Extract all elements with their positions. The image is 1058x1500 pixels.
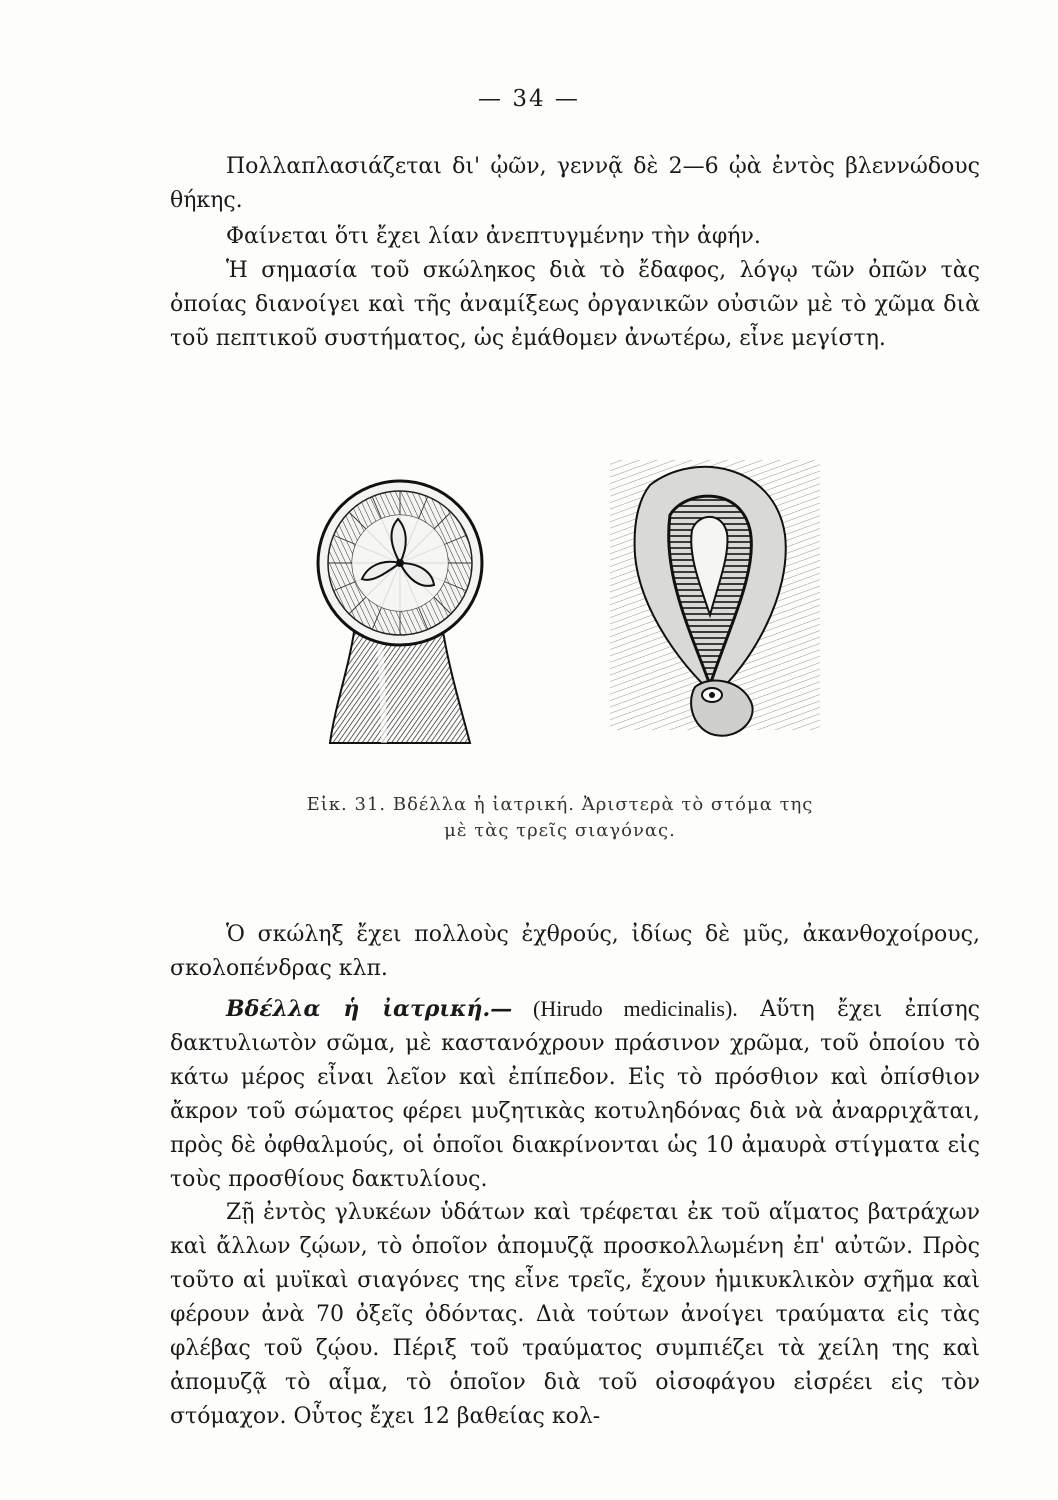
- leech-latin-name: (Hirudo medicinalis).: [512, 996, 738, 1021]
- leech-mouth-illustration: [310, 475, 490, 745]
- figure-caption-line-2: μὲ τὰς τρεῖς σιαγόνας.: [444, 820, 676, 841]
- figure-caption-line-1: Εἰκ. 31. Βδέλλα ἡ ἰατρική. Ἀριστερὰ τὸ στόμα της: [306, 794, 814, 815]
- paragraph-enemies: Ὁ σκώληξ ἔχει πολλοὺς ἐχθρούς, ἰδίως δὲ μῦς, ἀκανθοχοίρους, σκολοπένδρας κλπ.: [170, 922, 980, 981]
- paragraph-reproduction: Πολλαπλασιάζεται δι' ᾠῶν, γεννᾷ δὲ 2—6 ᾠὰ ἐντὸς βλεννώδους θήκης.: [170, 154, 980, 213]
- page-number: — 34 —: [478, 86, 580, 112]
- paragraph-feeding: Ζῇ ἐντὸς γλυκέων ὑδάτων καὶ τρέφεται ἐκ τοῦ αἵματος βατράχων καὶ ἄλλων ζῴων, τὸ ὁποῖον ἀπομυζᾷ προσκολλωμένη ἐπ' αὐτῶν. Πρὸς τοῦτο αἱ μυϊκαὶ σιαγόνες της εἶνε τρεῖς, ἔχουν ἡμικυκλικὸν σχῆμα καὶ φέρουν ἀνὰ 70 ὀξεῖς ὀδόντας. Διὰ τούτων ἀνοίγει τραύματα εἰς τὰς φλέβας τοῦ ζῴου. Πέριξ τοῦ τραύματος συμπιέζει τὰ χείλη της καὶ ἀπομυζᾷ τὸ αἷμα, τὸ ὁποῖον διὰ τοῦ οἰσοφάγου εἰσρέει εἰς τὸν στόμαχον. Οὗτος ἔχει 12 βαθείας κολ-: [170, 1200, 980, 1429]
- paragraph-leech-description: [170, 992, 980, 1197]
- leech-description-text: Αὕτη ἔχει ἐπίσης δακτυλιωτὸν σῶμα, μὲ καστανόχρουν πράσινον χρῶμα, τοῦ ὁποίου τὸ κάτω μέρος εἶναι λεῖον καὶ ἐπίπεδον. Εἰς τὸ πρόσθιον καὶ ὀπίσθιον ἄκρον τοῦ σώματος φέρει μυζητικὰς κοτυληδόνας διὰ νὰ ἀναρριχᾶται, πρὸς δὲ ὀφθαλμούς, οἱ ὁποῖοι διακρίνονται ὡς 10 ἀμαυρὰ στίγματα εἰς τοὺς προσθίους δακτυλίους.: [170, 997, 980, 1192]
- paragraph-touch: Φαίνεται ὅτι ἔχει λίαν ἀνεπτυγμένην τὴν ἁφήν.: [226, 224, 761, 249]
- leech-body-illustration: [600, 455, 830, 745]
- leech-heading: Βδέλλα ἡ ἰατρική.—: [226, 996, 513, 1022]
- leech-figure: [310, 455, 840, 755]
- paragraph-importance: Ἡ σημασία τοῦ σκώληκος διὰ τὸ ἔδαφος, λόγῳ τῶν ὀπῶν τὰς ὁποίας διανοίγει καὶ τῆς ἀναμίξεως ὀργανικῶν οὐσιῶν μὲ τὸ χῶμα διὰ τοῦ πεπτικοῦ συστήματος, ὡς ἐμάθομεν ἀνωτέρω, εἶνε μεγίστη.: [170, 258, 980, 351]
